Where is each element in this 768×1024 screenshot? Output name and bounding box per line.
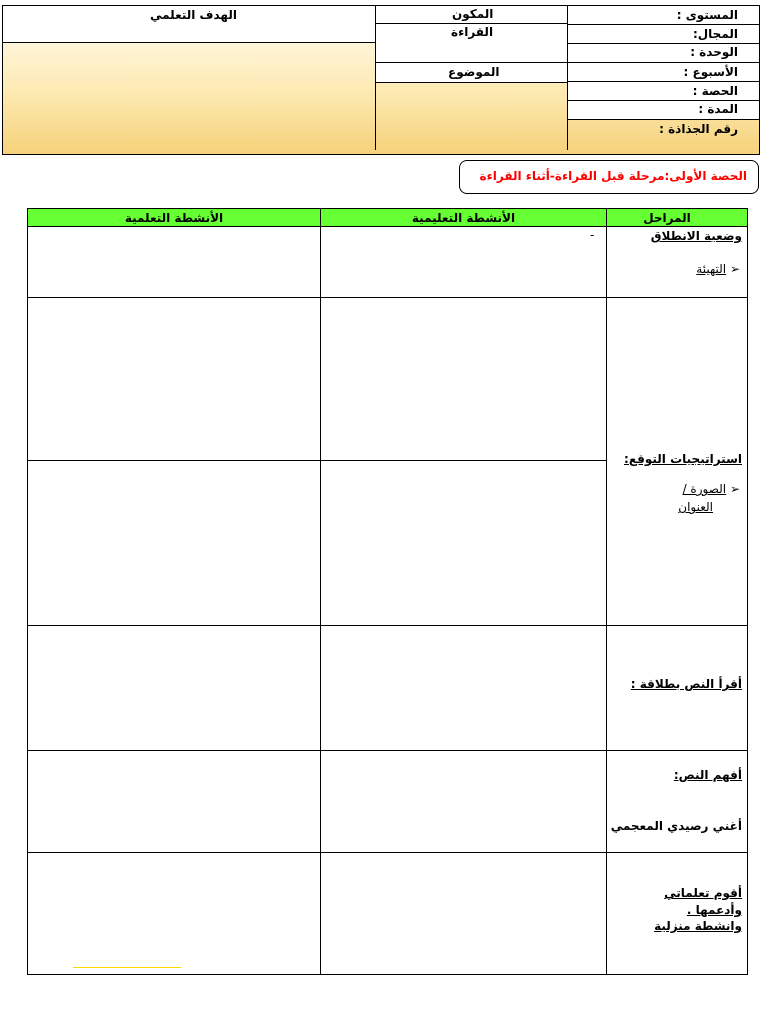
yellow-mark	[73, 967, 181, 968]
week-label: الأسبوع :	[683, 65, 738, 79]
duration-label: المدة :	[698, 102, 738, 116]
session-title: الحصة الأولى:مرحلة قبل القراءة-أثناء القراءة	[479, 169, 747, 183]
row-divider-1	[28, 297, 747, 298]
pole-cell	[567, 119, 568, 150]
row-divider-3	[28, 625, 747, 626]
col-divider-2	[606, 209, 607, 974]
arrow-bullet-icon: ➢	[729, 482, 740, 496]
stage-start-item-label: التهيئة	[696, 262, 727, 276]
col-divider-1	[320, 209, 321, 974]
row-divider-4	[28, 750, 747, 751]
stage-prediction-item-line1: الصورة /	[682, 482, 727, 496]
stage-start-title: وضعية الانطلاق	[650, 229, 742, 243]
header-stages: المراحل	[643, 211, 691, 225]
arrow-bullet-icon: ➢	[729, 262, 740, 276]
row-divider-2a	[28, 460, 607, 461]
objective-label: الهدف التعلمي	[150, 8, 237, 22]
pole-number-label: رقم الجذاذة :	[659, 122, 738, 136]
stage-prediction-item	[683, 482, 740, 496]
stage-understand-title: أفهم النص:	[673, 768, 742, 782]
header-learning: الأنشطة التعلمية	[124, 211, 224, 225]
stage-evaluate-line3: وانشطة منزلية	[654, 919, 742, 933]
stage-prediction-item-line2: العنوان	[678, 500, 713, 514]
component-value: القراءة	[451, 25, 494, 39]
stage-start-item	[696, 262, 740, 276]
stage-fluent-title: أقرأ النص بطلاقة :	[630, 677, 742, 691]
component-label: المكون	[452, 7, 494, 21]
unit-label: الوحدة :	[690, 45, 738, 59]
main-table	[27, 208, 748, 975]
stage-understand-note: أغني رصيدي المعجمي	[610, 819, 742, 833]
header-teaching: الأنشطة التعليمية	[411, 211, 516, 225]
stage-prediction-title: استراتيجيات التوقع:	[624, 452, 742, 466]
teaching-note-dash: -	[590, 228, 595, 242]
middle-divider	[375, 82, 376, 150]
stage-evaluate-line2: وأدعمها .	[686, 903, 742, 917]
domain-label: المجال:	[692, 27, 738, 41]
stage-evaluate-line1: أقوم تعلماتي	[664, 886, 742, 900]
topic-label: الموضوع	[448, 65, 500, 79]
session-label: الحصة :	[692, 84, 738, 98]
row-divider-5	[28, 852, 747, 853]
level-label: المستوى :	[676, 8, 738, 22]
